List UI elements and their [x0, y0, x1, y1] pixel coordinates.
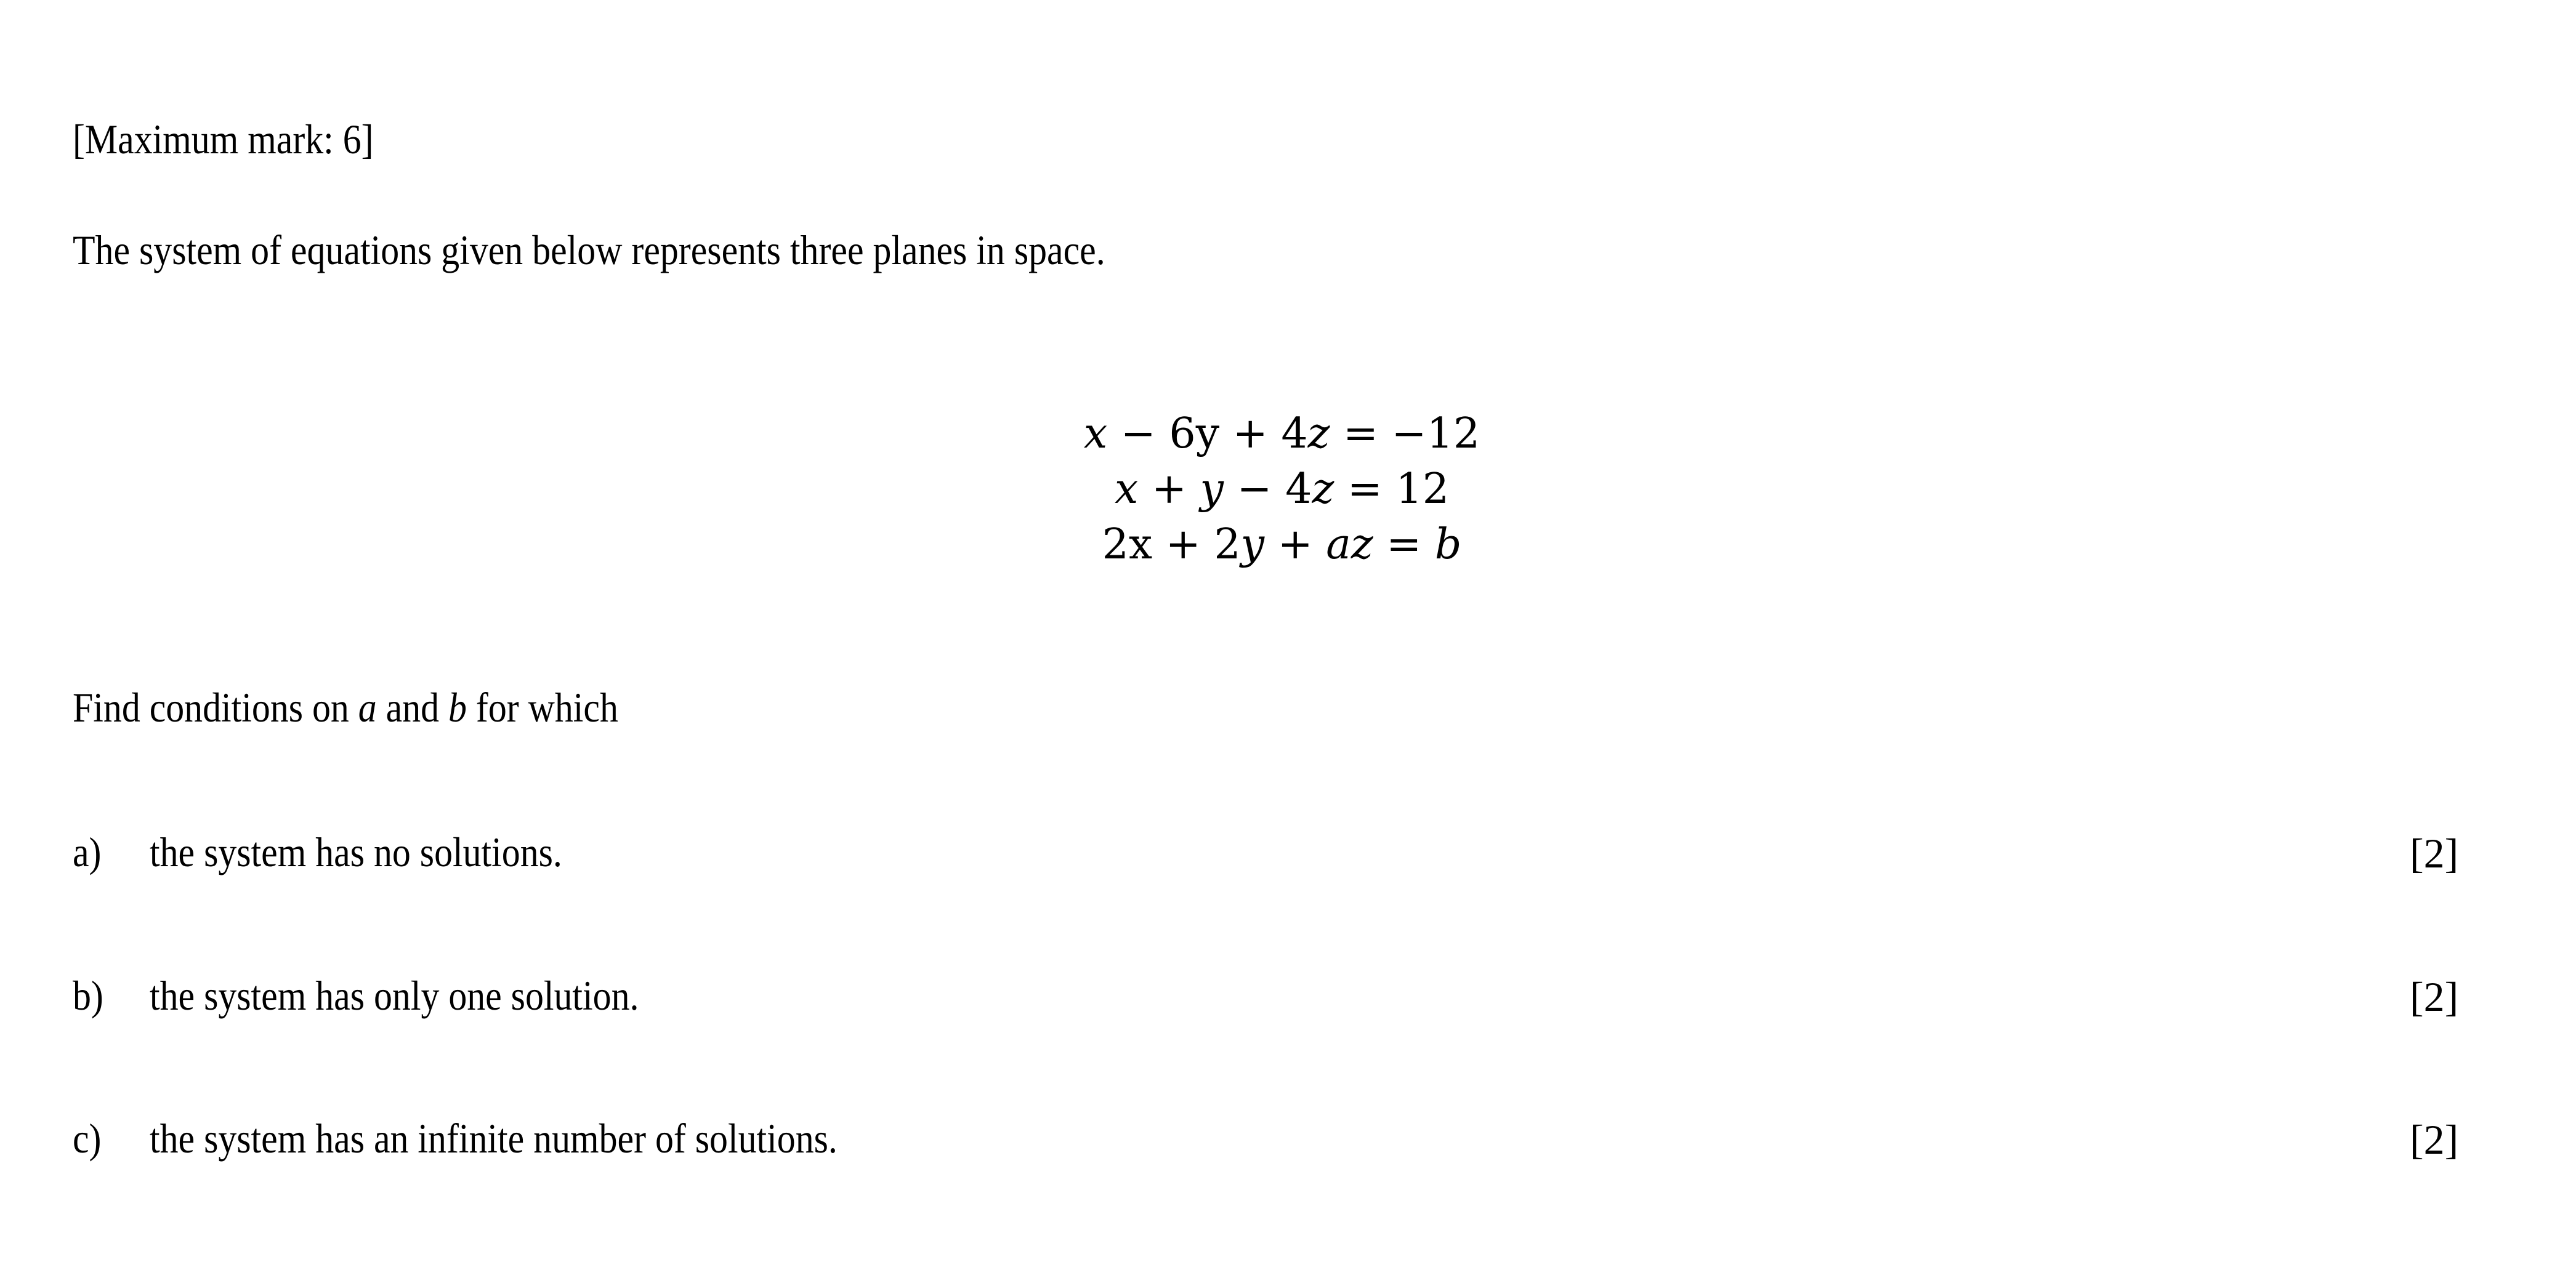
part-text: the system has only one solution. — [150, 972, 639, 1019]
maximum-mark: [Maximum mark: 6] — [73, 116, 374, 163]
find-conditions-prompt: Find conditions on a and b for which — [73, 684, 618, 731]
equation-1: x − 6y + 4z = −12 — [1083, 409, 1480, 458]
part-label: a) — [73, 829, 102, 875]
equation-2: x + y − 4z = 12 — [1114, 465, 1450, 513]
part-label: b) — [73, 972, 103, 1019]
part-text: the system has an infinite number of solutions. — [150, 1115, 838, 1162]
part-text: the system has no solutions. — [150, 829, 562, 875]
part-c-marks: [2] — [2410, 1116, 2459, 1163]
variable-b: b — [448, 684, 467, 731]
variable-a: a — [358, 684, 377, 731]
equation-system — [0, 406, 2576, 573]
part-label: c) — [73, 1115, 102, 1162]
equation-3: 2x + 2y + az = b — [1102, 520, 1462, 569]
intro-statement: The system of equations given below represents three planes in space. — [73, 227, 1105, 273]
part-a-marks: [2] — [2410, 830, 2459, 877]
part-b-marks: [2] — [2410, 973, 2459, 1020]
